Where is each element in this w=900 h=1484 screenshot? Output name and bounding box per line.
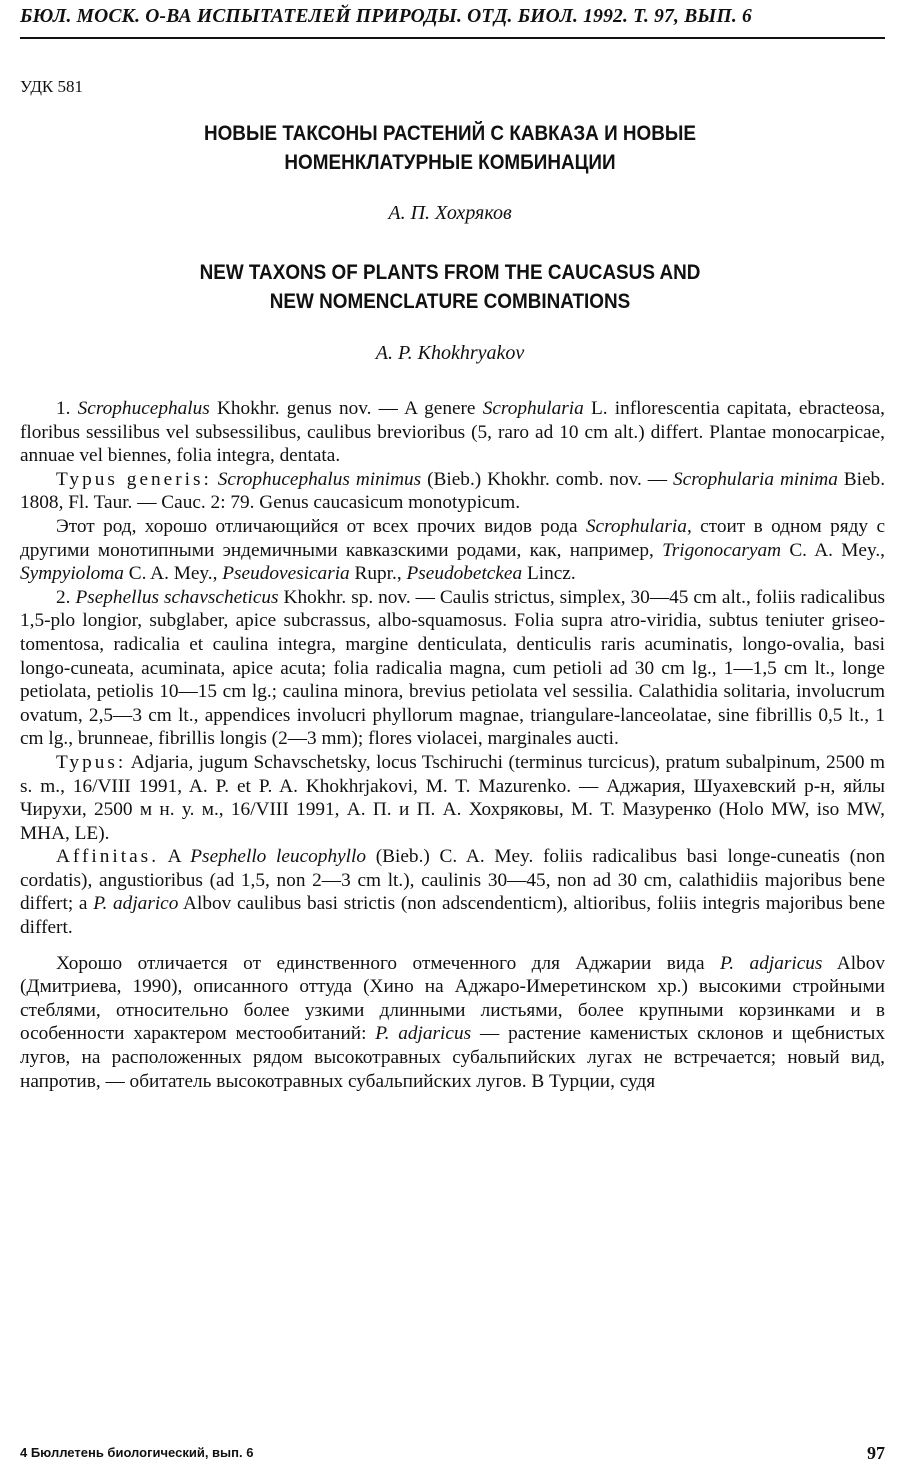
spaced-label: Affinitas.	[56, 846, 160, 868]
text: Khokhr. sp. nov. — Caulis strictus, simplex, 30—45 cm alt., foliis radicalibus 1,5-plo longior, subglaber, apice subcrassus, albo-squamosus. Folia supra atro-viridia, subtus teniuter griseo-tomentosa, radicalia et caulina integra, margine denticulata, denticulis raris acuminatis, longo-ovalia, basi longo-cuneata, acuminata, apice acuta; folia radicalia magna, cum petioli ad 30 cm lg., 1—1,5 cm lt., longe petiolata, petiolis 10—15 cm lg.; caulina minora, brevius petiolata vel sessilia. Calathidia solitaria, involucrum ovatum, 2,5—3 cm lt., appendices involucri phyllorum magnae, triangulare-lanceolatae, sine fibrillis 0,5 lt., 1 cm lg., brunneae, fibrillis longis (2—3 mm); flores violacei, marginales aucti.	[20, 586, 886, 750]
text: Adjaria, jugum Schavschetsky, locus Tschiruchi (terminus turcicus), pratum subalpinum, 2500 m s. m., 16/VIII 1991, A. P. et P. A. Khokhrjakovi, M. T. Mazurenko. — Аджария, Шуахевский р-н, яйлы Чирухи, 2500 м н. у. м., 16/VIII 1991, А. П. и П. А. Хохряковы, М. Т. Мазуренко (Holo MW, iso MW, MHA, LE).	[20, 751, 885, 844]
taxon-name: Trigonocaryam	[662, 539, 782, 561]
taxon-name: Psephellus schavscheticus	[75, 586, 279, 608]
taxon-name: P. adjaricus	[375, 1023, 472, 1045]
article-body	[20, 397, 885, 1093]
taxon-name: P. adjaricus	[720, 952, 823, 974]
author-english: A. P. Khokhryakov	[375, 342, 525, 364]
running-header: БЮЛ. МОСК. О-ВА ИСПЫТАТЕЛЕЙ ПРИРОДЫ. ОТД. БИОЛ. 1992. Т. 97, ВЫП. 6	[20, 6, 752, 27]
text: Khokhr. genus nov. — A genere	[209, 398, 483, 419]
taxon-name: Scrophucephalus	[77, 398, 210, 419]
text: Этот род, хорошо отличающийся от всех прочих видов рода	[56, 515, 586, 537]
text: — растение каменистых склонов и щебнистых лугов, на расположенных рядом высокотравных субальпийских лугах не встречается; новый вид, напротив, — обитатель высокотравных субальпийских лугов. В Турции, судя	[20, 1023, 885, 1092]
taxon-name: Scrophularia	[482, 398, 584, 419]
taxon-name: Scrophularia minima	[673, 468, 838, 490]
udk-code: УДК 581	[20, 77, 84, 96]
page-number: 97	[867, 1443, 885, 1463]
taxon-name: Scrophucephalus minimus	[211, 468, 422, 490]
paragraph-scrophucephalus	[20, 397, 885, 468]
text: Lincz.	[522, 563, 576, 585]
title-en-line-2: NEW NOMENCLATURE COMBINATIONS	[269, 290, 631, 313]
taxon-name: Psephello leucophyllo	[190, 846, 366, 868]
text: Bieb. 1808, Fl. Taur. — Cauc. 2: 79. Genus caucasicum monotypicum.	[20, 468, 886, 514]
header-rule	[20, 37, 885, 39]
taxon-name: Pseudovesicaria	[222, 563, 350, 585]
text: C. A. Mey.,	[123, 563, 223, 585]
taxon-name: Scrophularia	[585, 515, 687, 537]
paragraph-typus	[20, 751, 885, 845]
author-russian: А. П. Хохряков	[388, 202, 512, 224]
title-russian	[45, 119, 855, 177]
paragraph-typus-generis	[20, 468, 885, 515]
title-en-line-1: NEW TAXONS OF PLANTS FROM THE CAUCASUS AND	[199, 261, 701, 284]
item-number: 1.	[56, 398, 78, 419]
title-ru-line-1: НОВЫЕ ТАКСОНЫ РАСТЕНИЙ С КАВКАЗА И НОВЫЕ	[203, 122, 697, 145]
text: Albov (Дмитриева, 1990), описанного оттуда (Хино на Аджаро-Имеретинском хр.) высокими стройными стеблями, относительно более узкими длинными листьями, более крупными корзинками и в особенности характером местообитаний:	[20, 952, 885, 1045]
paragraph-affinitas	[20, 845, 885, 939]
item-number: 2.	[56, 586, 76, 608]
text: (Bieb.) Khokhr. comb. nov. —	[421, 468, 673, 490]
text: (Bieb.) C. A. Mey. foliis radicalibus basi longe-cuneatis (non cordatis), angustioribus (ad 1,5, non 2—3 cm lt.), caulinis 30—45, non ad 30 cm, calathidiis majoribus bene differt; a	[20, 846, 885, 915]
spaced-label: Typus generis:	[56, 468, 212, 490]
paragraph-comparison	[20, 952, 885, 1094]
paragraph-genus-note	[20, 515, 885, 586]
signature-mark: 4 Бюллетень биологический, вып. 6	[20, 1445, 254, 1460]
text: Albov caulibus basi strictis (non adscendenticm), altioribus, foliis integris majoribus bene differt.	[20, 893, 885, 939]
text: Хорошо отличается от единственного отмеченного для Аджарии вида	[56, 952, 720, 974]
text: L. inflorescentia capitata, ebracteosa, floribus sessilibus vel subsessilibus, caulibus brevioribus (5, raro ad 10 cm alt.) differt. Plantae monocarpicae, annuae vel biennes, folia integra, dentata.	[20, 398, 885, 467]
spaced-label: Typus:	[56, 751, 127, 773]
text: A	[159, 846, 191, 868]
title-english	[45, 258, 855, 316]
title-ru-line-2: НОМЕНКЛАТУРНЫЕ КОМБИНАЦИИ	[284, 151, 616, 174]
taxon-name: Pseudobetckea	[406, 563, 523, 585]
paragraph-psephellus	[20, 586, 885, 751]
taxon-name: P. adjarico	[93, 893, 179, 915]
text: Rupr.,	[349, 563, 407, 585]
text: C. A. Mey.,	[781, 539, 885, 561]
text: , стоит в одном ряду с другими монотипными эндемичными кавказскими родами, как, например,	[20, 515, 885, 561]
taxon-name: Sympyioloma	[20, 563, 124, 585]
